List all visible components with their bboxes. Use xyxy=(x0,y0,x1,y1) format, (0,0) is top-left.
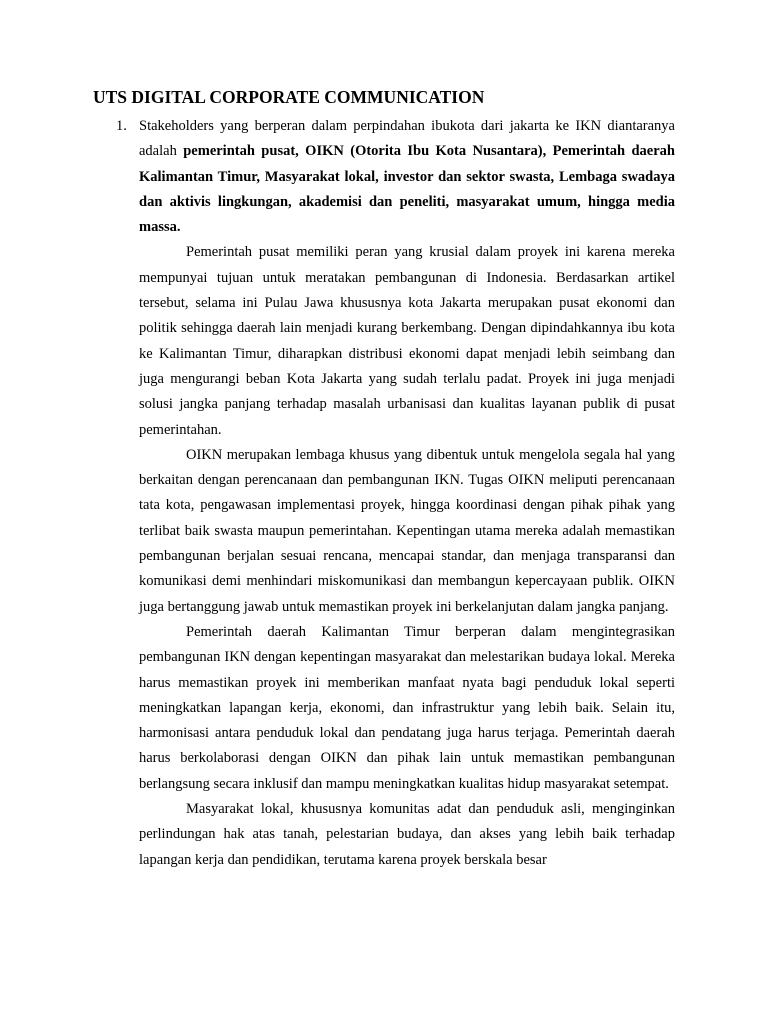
paragraph-pemerintah-pusat: Pemerintah pusat memiliki peran yang krusial dalam proyek ini karena mereka mempunyai tujuan untuk meratakan pembangunan di Indonesia. Berdasarkan artikel tersebut, selama ini Pulau Jawa khususnya kota Jakarta merupakan pusat ekonomi dan politik sehingga daerah lain menjadi kurang berkembang. Dengan dipindahkannya ibu kota ke Kalimantan Timur, diharapkan distribusi ekonomi dapat menjadi lebih seimbang dan juga mengurangi beban Kota Jakarta yang sudah terlalu padat. Proyek ini juga menjadi solusi jangka panjang terhadap masalah urbanisasi dan kualitas layanan publik di pusat pemerintahan. xyxy=(139,244,675,438)
stakeholders-intro-text: Stakeholders yang berperan dalam perpindahan ibukota dari jakarta ke IKN diantaranya adalah xyxy=(139,118,675,160)
paragraph-oikn: OIKN merupakan lembaga khusus yang dibentuk untuk mengelola segala hal yang berkaitan dengan perencanaan dan pembangunan IKN. Tugas OIKN meliputi perencanaan tata kota, pengawasan implementasi proyek, hingga koordinasi dengan pihak pihak yang terlibat baik swasta maupun pemerintahan. Kepentingan utama mereka adalah memastikan pembangunan berjalan sesuai rencana, mencapai standar, dan menjaga transparansi dan komunikasi demi menhindari miskomunikasi dan membangun kepercayaan publik. OIKN juga bertanggung jawab untuk memastikan proyek ini berkelanjutan dalam jangka panjang. xyxy=(139,446,675,615)
document-title: UTS DIGITAL CORPORATE COMMUNICATION xyxy=(93,87,485,107)
stakeholders-list-bold: pemerintah pusat, OIKN (Otorita Ibu Kota Nusantara), Pemerintah daerah Kalimantan Timur, Masyarakat lokal, investor dan sektor swasta, Lembaga swadaya dan aktivis lingkungan, akademisi dan peneliti, masyarakat umum, hingga media massa. xyxy=(139,143,675,236)
paragraph-masyarakat-lokal: Masyarakat lokal, khususnya komunitas adat dan penduduk asli, menginginkan perlindungan hak atas tanah, pelestarian budaya, dan akses yang lebih baik terhadap lapangan kerja dan pendidikan, terutama karena proyek berskala besar xyxy=(139,801,675,868)
list-number: 1. xyxy=(116,118,127,134)
stakeholders-paragraph xyxy=(139,114,675,240)
paragraph-pemerintah-daerah: Pemerintah daerah Kalimantan Timur berperan dalam mengintegrasikan pembangunan IKN dengan kepentingan masyarakat dan melestarikan budaya lokal. Mereka harus memastikan proyek ini memberikan manfaat nyata bagi penduduk lokal seperti meningkatkan lapangan kerja, ekonomi, dan infrastruktur yang lebih baik. Selain itu, harmonisasi antara penduduk lokal dan pendatang juga harus terjaga. Pemerintah daerah harus berkolaborasi dengan OIKN dan pihak lain untuk memastikan pembangunan berlangsung secara inklusif dan mampu meningkatkan kualitas hidup masyarakat setempat. xyxy=(139,623,675,792)
list-item-content xyxy=(139,114,675,873)
